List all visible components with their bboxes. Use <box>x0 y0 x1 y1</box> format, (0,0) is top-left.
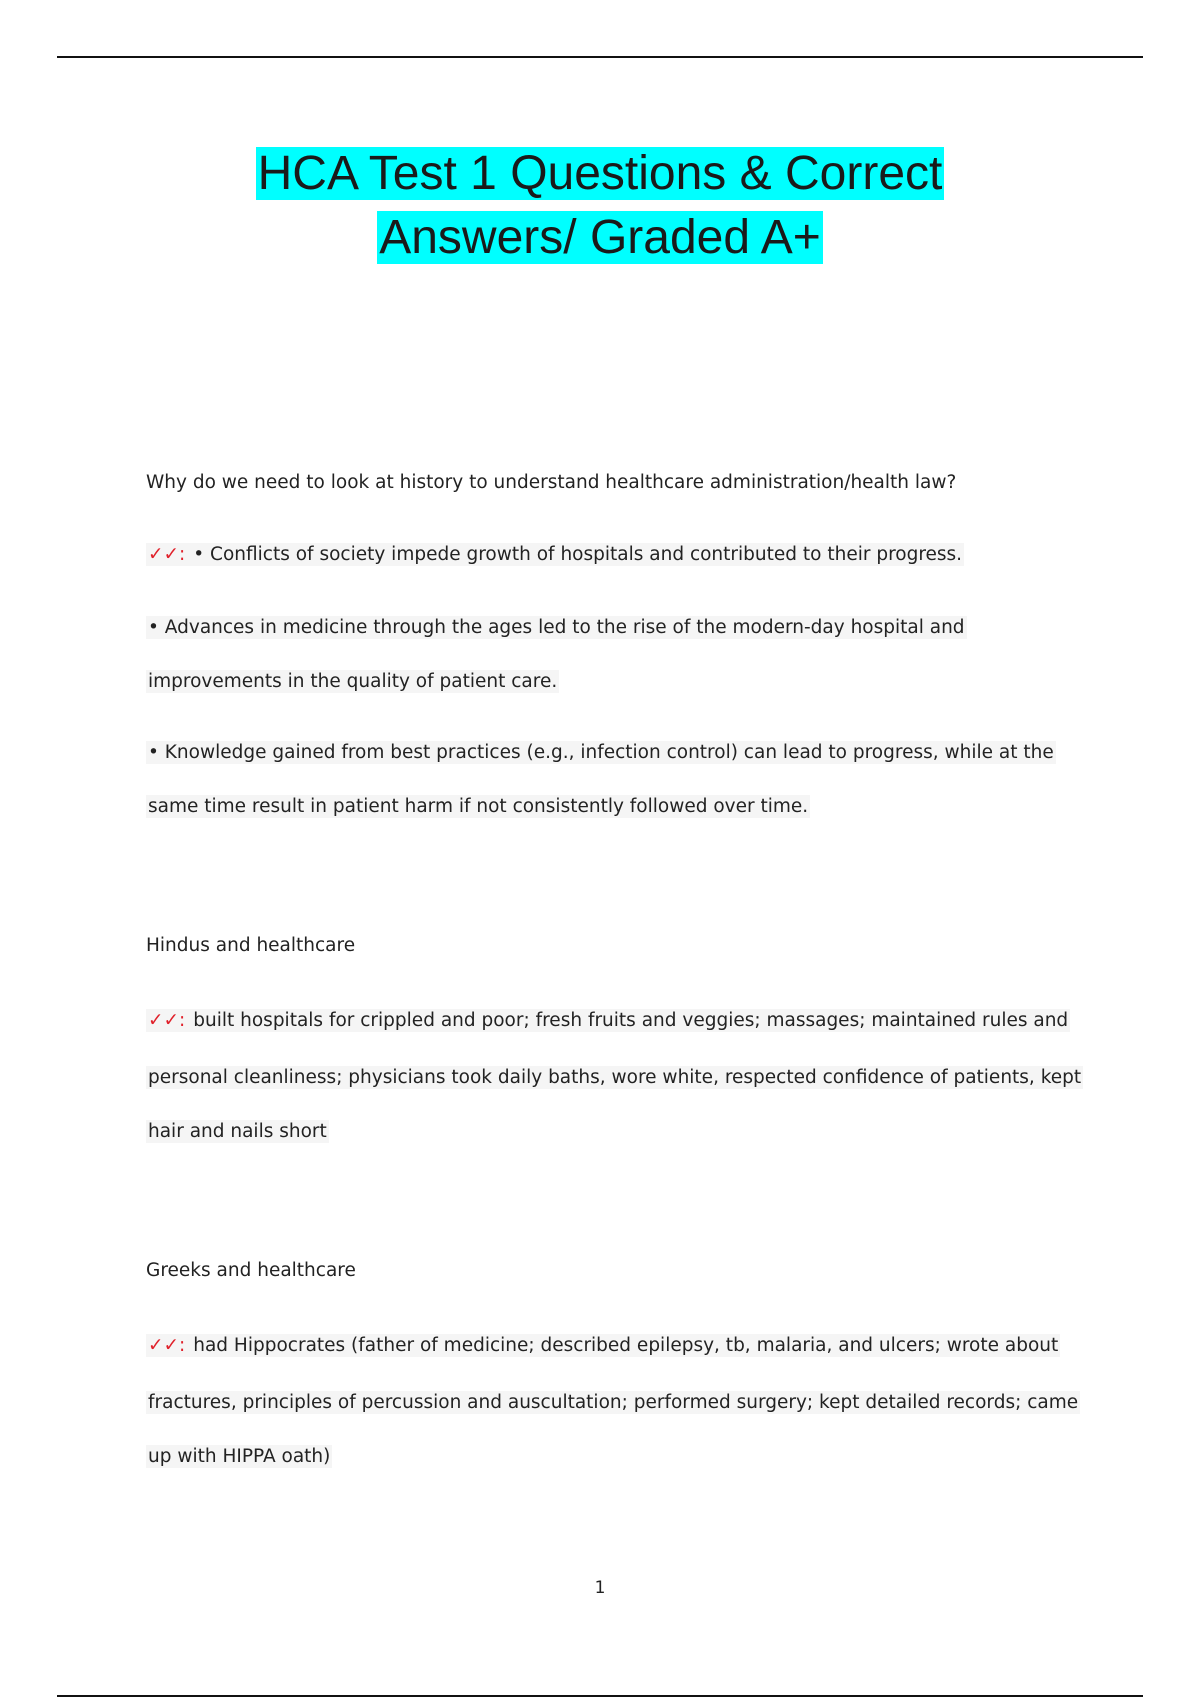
bottom-rule <box>57 1695 1143 1697</box>
document-title <box>0 142 1200 270</box>
answer-2-line-2: personal cleanliness; physicians took daily baths, wore white, respected confidence of patients, kept <box>148 1067 1082 1088</box>
answer-2-line-1: ✓✓: built hospitals for crippled and poor; fresh fruits and veggies; massages; maintained rules and <box>148 1010 1069 1031</box>
answer-3-line-2: fractures, principles of percussion and auscultation; performed surgery; kept detailed records; came <box>148 1392 1079 1413</box>
check-icon: ✓✓: <box>148 1335 186 1356</box>
answer-1-line-1: ✓✓: • Conflicts of society impede growth of hospitals and contributed to their progress. <box>148 544 963 565</box>
question-1: Why do we need to look at history to understand healthcare administration/health law? <box>146 472 957 493</box>
question-3: Greeks and healthcare <box>146 1260 356 1281</box>
check-icon: ✓✓: <box>148 1010 186 1031</box>
answer-1-line-3: improvements in the quality of patient care. <box>148 671 558 692</box>
answer-1-line-2: • Advances in medicine through the ages led to the rise of the modern-day hospital and <box>148 617 965 638</box>
title-line-1: HCA Test 1 Questions & Correct <box>257 147 943 200</box>
top-rule <box>57 56 1143 58</box>
page-number: 1 <box>594 1578 606 1598</box>
question-2: Hindus and healthcare <box>146 935 356 956</box>
answer-1-line-4: • Knowledge gained from best practices (e.g., infection control) can lead to progress, while at the <box>148 742 1054 763</box>
answer-1-line-5: same time result in patient harm if not consistently followed over time. <box>148 796 809 817</box>
title-line-2: Answers/ Graded A+ <box>379 211 821 264</box>
answer-3-line-1: ✓✓: had Hippocrates (father of medicine; described epilepsy, tb, malaria, and ulcers; wrote about <box>148 1335 1059 1356</box>
answer-2-line-3: hair and nails short <box>148 1121 327 1142</box>
answer-3-line-3: up with HIPPA oath) <box>148 1446 331 1467</box>
check-icon: ✓✓: <box>148 544 186 565</box>
